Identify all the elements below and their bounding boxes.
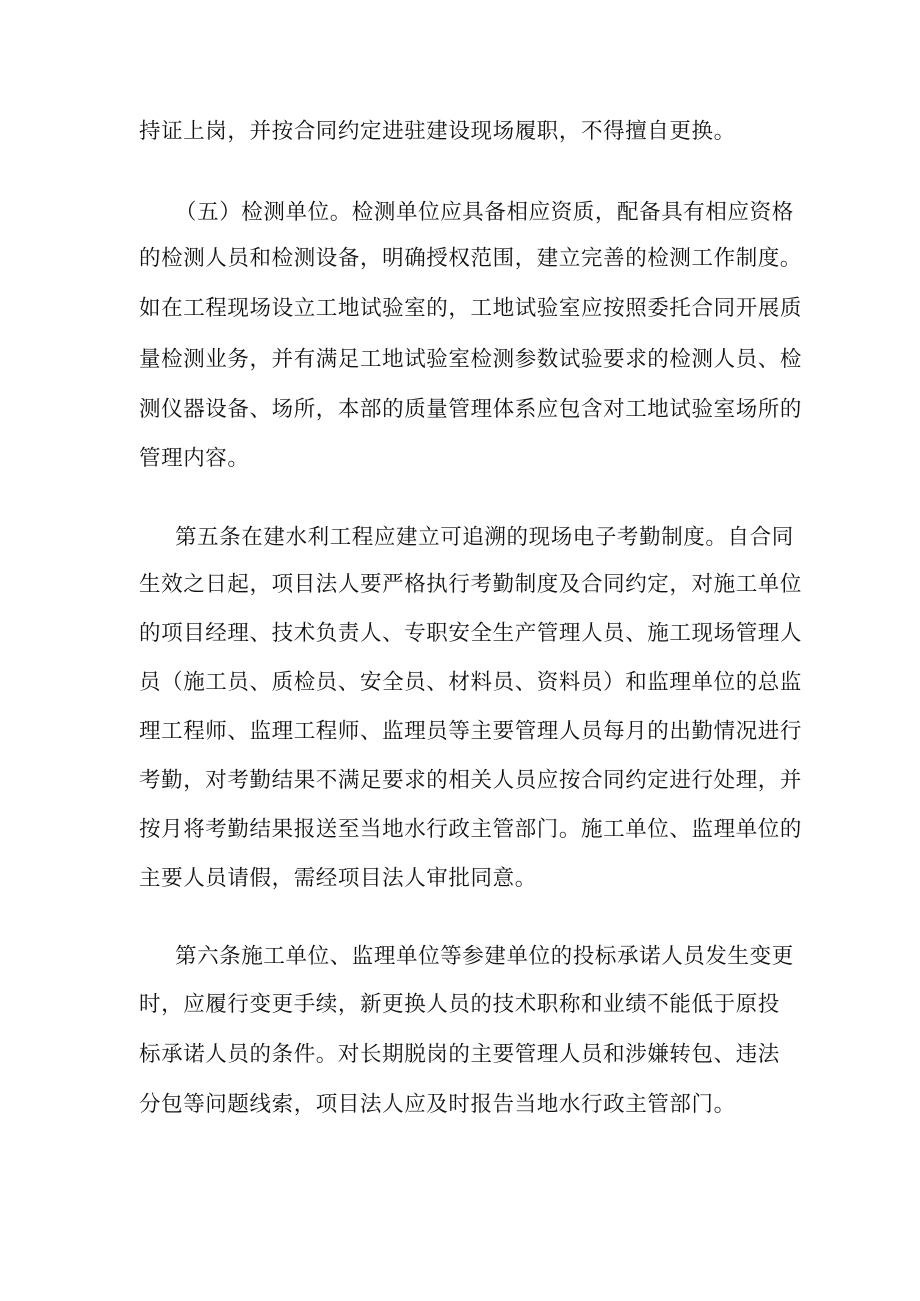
text-line: 第五条在建水利工程应建立可追溯的现场电子考勤制度。自合同	[175, 525, 794, 550]
text-line: 分包等问题线索，项目法人应及时报告当地水行政主管部门。	[139, 1092, 736, 1117]
text-line: 第六条施工单位、监理单位等参建单位的投标承诺人员发生变更	[175, 944, 794, 969]
text-line: 的项目经理、技术负责人、专职安全生产管理人员、施工现场管理人	[139, 621, 803, 646]
text-line: 管理内容。	[139, 446, 250, 471]
text-line: 员（施工员、质检员、安全员、材料员、资料员）和监理单位的总监	[139, 670, 803, 695]
text-line: 主要人员请假，需经项目法人审批同意。	[139, 866, 537, 891]
text-line: 的检测人员和检测设备，明确授权范围，建立完善的检测工作制度。	[139, 246, 803, 271]
text-line: 标承诺人员的条件。对长期脱岗的主要管理人员和涉嫌转包、违法	[139, 1042, 780, 1067]
text-line: 如在工程现场设立工地试验室的，工地试验室应按照委托合同开展质	[139, 296, 803, 321]
text-line: 按月将考勤结果报送至当地水行政主管部门。施工单位、监理单位的	[139, 817, 803, 842]
text-line: 测仪器设备、场所，本部的质量管理体系应包含对工地试验室场所的	[139, 397, 803, 422]
text-line: 生效之日起，项目法人要严格执行考勤制度及合同约定，对施工单位	[139, 572, 803, 597]
text-line: 量检测业务，并有满足工地试验室检测参数试验要求的检测人员、检	[139, 347, 803, 372]
text-line: 时，应履行变更手续，新更换人员的技术职称和业绩不能低于原投	[139, 992, 780, 1017]
text-line: 理工程师、监理工程师、监理员等主要管理人员每月的出勤情况进行	[139, 719, 803, 744]
text-line: （五）检测单位。检测单位应具备相应资质，配备具有相应资格	[175, 200, 794, 225]
text-line: 持证上岗，并按合同约定进驻建设现场履职，不得擅自更换。	[139, 119, 736, 144]
text-line: 考勤，对考勤结果不满足要求的相关人员应按合同约定进行处理，并	[139, 768, 803, 793]
